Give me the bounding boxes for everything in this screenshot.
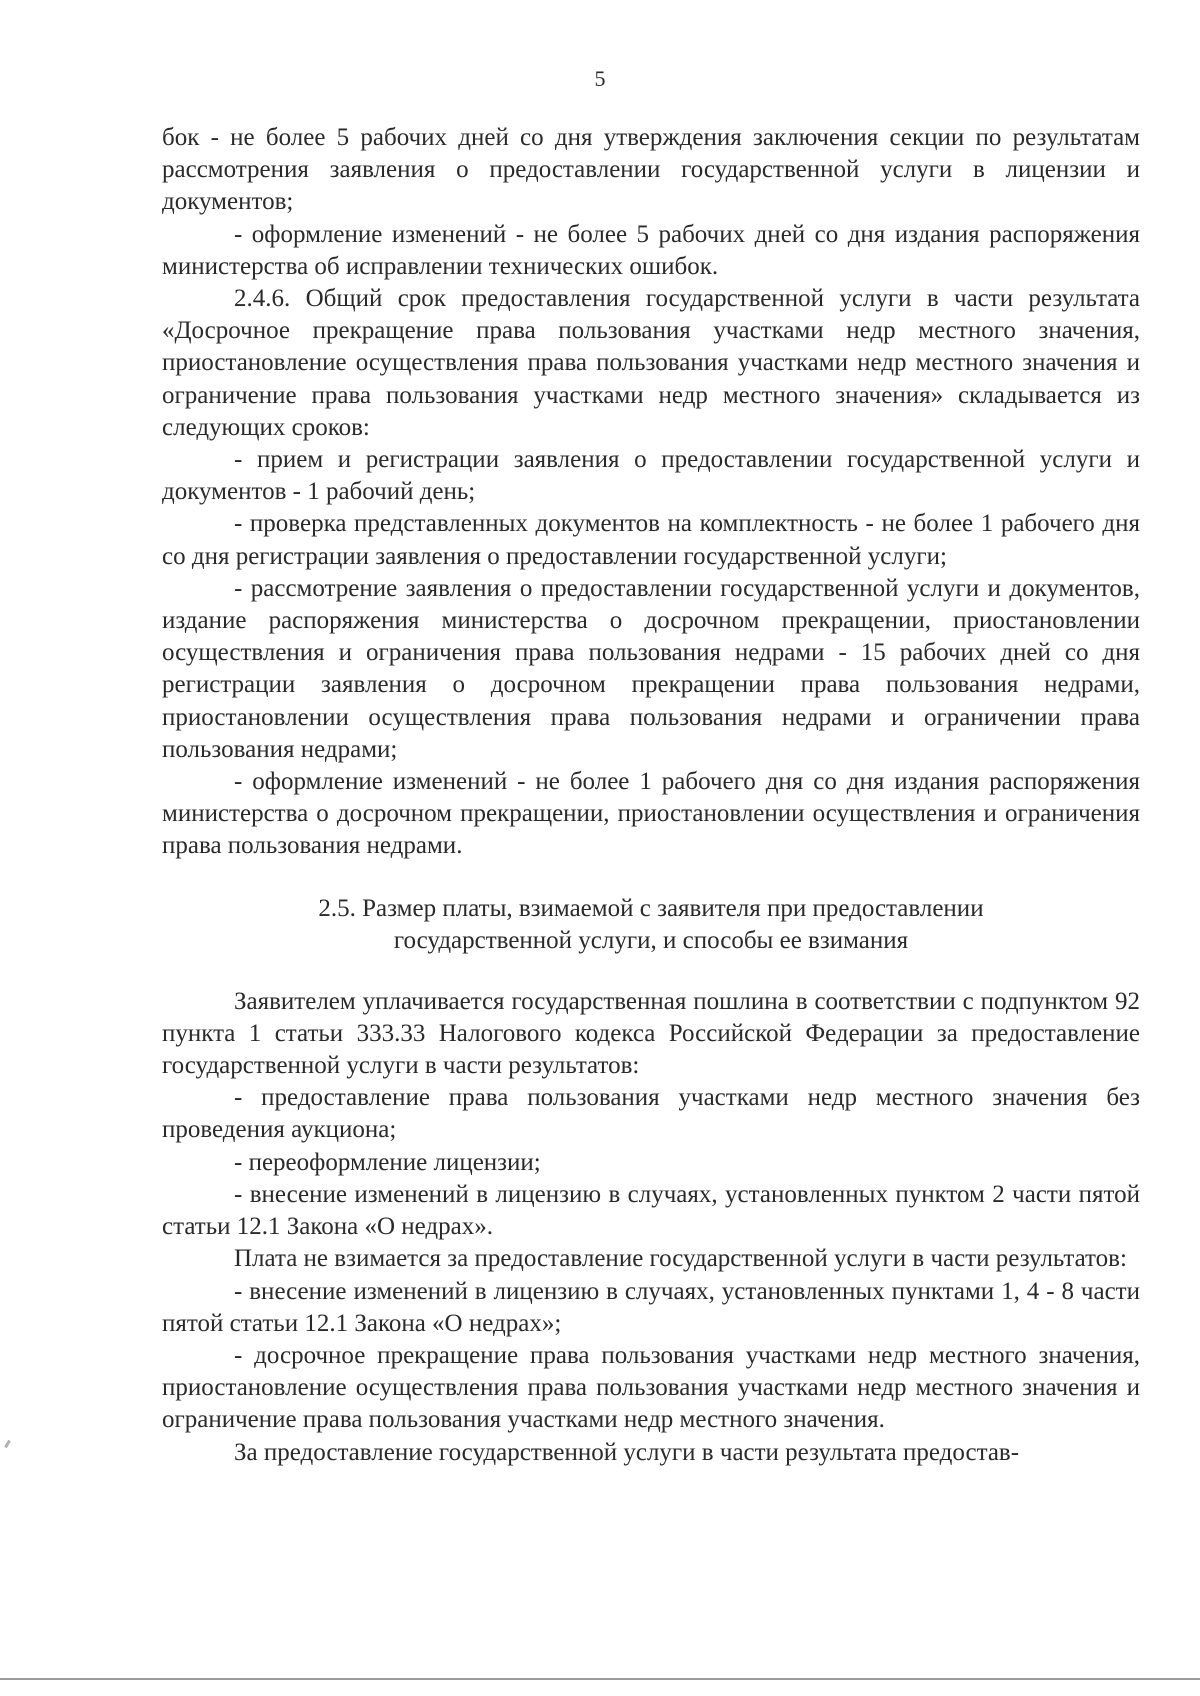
scan-speck [4,1440,11,1448]
paragraph: 2.4.6. Общий срок предоставления государственной услуги в части результата «Досрочное прекращение права пользования участками недр местного значения, приостановление осуществления права пользования участками недр местного значения и ограничение права пользования участками недр местного значения» складывается из следующих сроков: [162,285,1140,441]
paragraph: - внесение изменений в лицензию в случаях, установленных пунктами 1, 4 - 8 части пятой статьи 12.1 Закона «О недрах»; [162,1277,1140,1337]
paragraphs-before-heading [162,122,1140,863]
section-heading-line-1: 2.5. Размер платы, взимаемой с заявителя при предоставлении [318,894,984,922]
paragraph: - проверка представленных документов на комплектность - не более 1 рабочего дня со дня регистрации заявления о предоставлении государственной услуги; [162,510,1140,570]
document-body [162,122,1140,1469]
paragraph: - предоставление права пользования участками недр местного значения без проведения аукциона; [162,1084,1140,1144]
paragraph: Заявителем уплачивается государственная пошлина в соответствии с подпунктом 92 пункта 1 статьи 333.33 Налогового кодекса Российской Федерации за предоставление государственной услуги в части результатов: [162,987,1140,1080]
paragraph: - оформление изменений - не более 5 рабочих дней со дня издания распоряжения министерства об исправлении технических ошибок. [162,220,1140,280]
scan-bottom-edge [0,1678,1200,1680]
paragraph: За предоставление государственной услуги в части результата предостав- [234,1438,1020,1466]
paragraph: - прием и регистрации заявления о предоставлении государственной услуги и документов - 1 рабочий день; [162,446,1140,506]
paragraph: - досрочное прекращение права пользования участками недр местного значения, приостановление осуществления права пользования участками недр местного значения и ограничение права пользования участками недр местного значения. [162,1341,1140,1434]
paragraphs-after-heading [162,986,1140,1469]
page-number: 5 [594,66,606,91]
paragraph: бок - не более 5 рабочих дней со дня утверждения заключения секции по результатам рассмотрения заявления о предоставлении государственной услуги в лицензии и документов; [162,124,1140,216]
paragraph: - рассмотрение заявления о предоставлении государственной услуги и документов, издание распоряжения министерства о досрочном прекращении, приостановлении осуществления и ограничения права пользования недрами - 15 рабочих дней со дня регистрации заявления о досрочном прекращении права пользования недрами, приостановлении осуществления права пользования недрами и ограничении права пользования недрами; [162,574,1140,763]
section-heading [162,893,1140,957]
section-heading-line-2: государственной услуги, и способы ее взимания [393,926,909,954]
paragraph: - внесение изменений в лицензию в случаях, установленных пунктом 2 части пятой статьи 12.1 Закона «О недрах». [162,1180,1140,1241]
paragraph: Плата не взимается за предоставление государственной услуги в части результатов: [234,1245,1127,1273]
paragraph: - оформление изменений - не более 1 рабочего дня со дня издания распоряжения министерства о досрочном прекращении, приостановлении осуществления и ограничения права пользования недрами. [162,768,1140,860]
paragraph: - переоформление лицензии; [234,1148,541,1176]
